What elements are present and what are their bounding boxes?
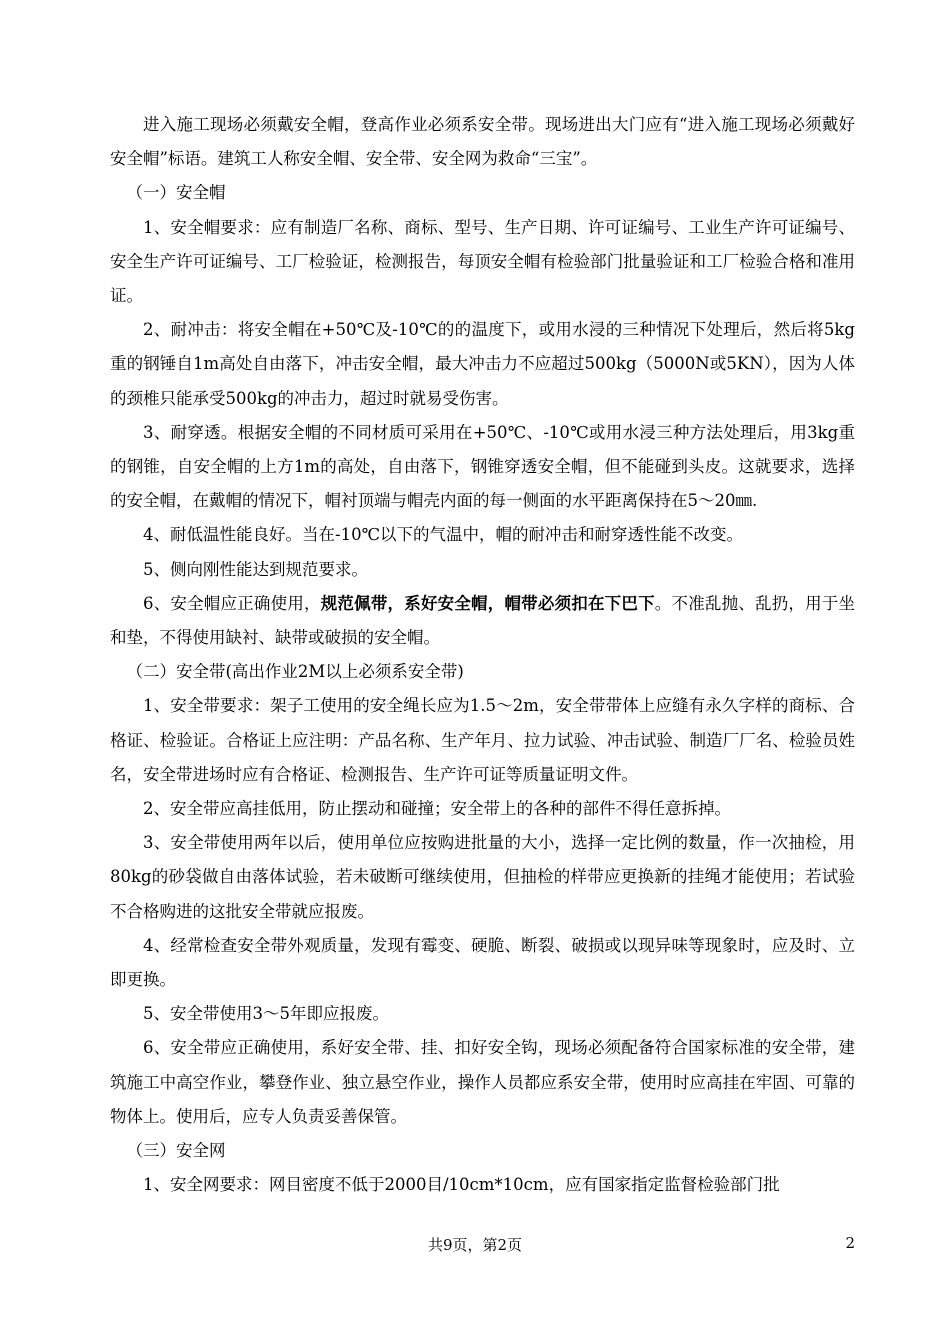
page-count-label: 共9页，第2页 bbox=[427, 1236, 523, 1254]
section-heading-belt: （二）安全带(高出作业2M以上必须系安全带) bbox=[126, 662, 464, 682]
document-body bbox=[110, 108, 855, 1203]
belt-paragraph-3: 3、安全带使用两年以后，使用单位应按购进批量的大小，选择一定比例的数量，作一次抽检，用80kg的砂袋做自由落体试验，若未破断可继续使用，但抽检的样带应更换新的挂绳才能使用；若试验不合格购进的这批安全带就应报废。 bbox=[110, 833, 855, 921]
belt-paragraph-5: 5、安全带使用3～5年即应报废。 bbox=[143, 1004, 389, 1024]
intro-paragraph: 进入施工现场必须戴安全帽，登高作业必须系安全带。现场进出大门应有“进入施工现场必须戴好安全帽”标语。建筑工人称安全帽、安全带、安全网为救命“三宝”。 bbox=[110, 115, 855, 169]
section-heading-helmet: （一）安全帽 bbox=[126, 183, 226, 203]
belt-paragraph-6: 6、安全带应正确使用，系好安全带、挂、扣好安全钩，现场必须配备符合国家标准的安全带，建筑施工中高空作业，攀登作业、独立悬空作业，操作人员都应系安全带，使用时应高挂在牢固、可靠的物体上。使用后，应专人负责妥善保管。 bbox=[110, 1038, 855, 1126]
helmet-paragraph-3: 3、耐穿透。根据安全帽的不同材质可采用在+50℃、-10℃或用水浸三种方法处理后，用3kg重的钢锥，自安全帽的上方1m的高处，自由落下，钢锥穿透安全帽，但不能碰到头皮。这就要求，选择的安全帽，在戴帽的情况下，帽衬顶端与帽壳内面的每一侧面的水平距离保持在5～20㎜. bbox=[110, 422, 855, 511]
helmet-paragraph-6 bbox=[110, 587, 855, 655]
page-number: 2 bbox=[845, 1234, 855, 1252]
helmet-paragraph-4: 4、耐低温性能良好。当在-10℃以下的气温中，帽的耐冲击和耐穿透性能不改变。 bbox=[143, 525, 744, 545]
helmet-paragraph-5: 5、侧向刚性能达到规范要求。 bbox=[143, 559, 368, 579]
helmet-p6-bold: 规范佩带，系好安全帽，帽带必须扣在下巴下 bbox=[320, 593, 655, 613]
belt-paragraph-1: 1、安全带要求：架子工使用的安全绳长应为1.5～2m，安全带带体上应缝有永久字样的商标、合格证、检验证。合格证上应注明：产品名称、生产年月、拉力试验、冲击试验、制造厂厂名、检验员姓名，安全带进场时应有合格证、检测报告、生产许可证等质量证明文件。 bbox=[110, 696, 855, 784]
belt-paragraph-2: 2、安全带应高挂低用，防止摆动和碰撞；安全带上的各种的部件不得任意拆掉。 bbox=[143, 799, 731, 819]
helmet-p6-end: 。不准乱抛、乱扔，用于坐和垫，不得使用缺衬、缺带或破损的安全帽。 bbox=[110, 593, 856, 648]
helmet-paragraph-1: 1、安全帽要求：应有制造厂名称、商标、型号、生产日期、许可证编号、工业生产许可证编号、安全生产许可证编号、工厂检验证，检测报告，每顶安全帽有检验部门批量验证和工厂检验合格和准用证。 bbox=[110, 217, 855, 306]
helmet-p6-start: 6、安全帽应正确使用， bbox=[143, 593, 321, 613]
section-heading-net: （三）安全网 bbox=[126, 1141, 226, 1161]
page-footer bbox=[0, 1234, 950, 1258]
net-paragraph-1: 1、安全网要求：网目密度不低于2000目/10cm*10cm，应有国家指定监督检验部门批 bbox=[143, 1175, 780, 1195]
helmet-paragraph-2: 2、耐冲击：将安全帽在+50℃及-10℃的的温度下，或用水浸的三种情况下处理后，然后将5kg重的钢锤自1m高处自由落下，冲击安全帽，最大冲击力不应超过500kg（5000N或5KN），因为人体的颈椎只能承受500kg的冲击力，超过时就易受伤害。 bbox=[110, 320, 855, 408]
belt-paragraph-4: 4、经常检查安全带外观质量，发现有霉变、硬脆、断裂、破损或以现异味等现象时，应及时、立即更换。 bbox=[110, 935, 855, 990]
